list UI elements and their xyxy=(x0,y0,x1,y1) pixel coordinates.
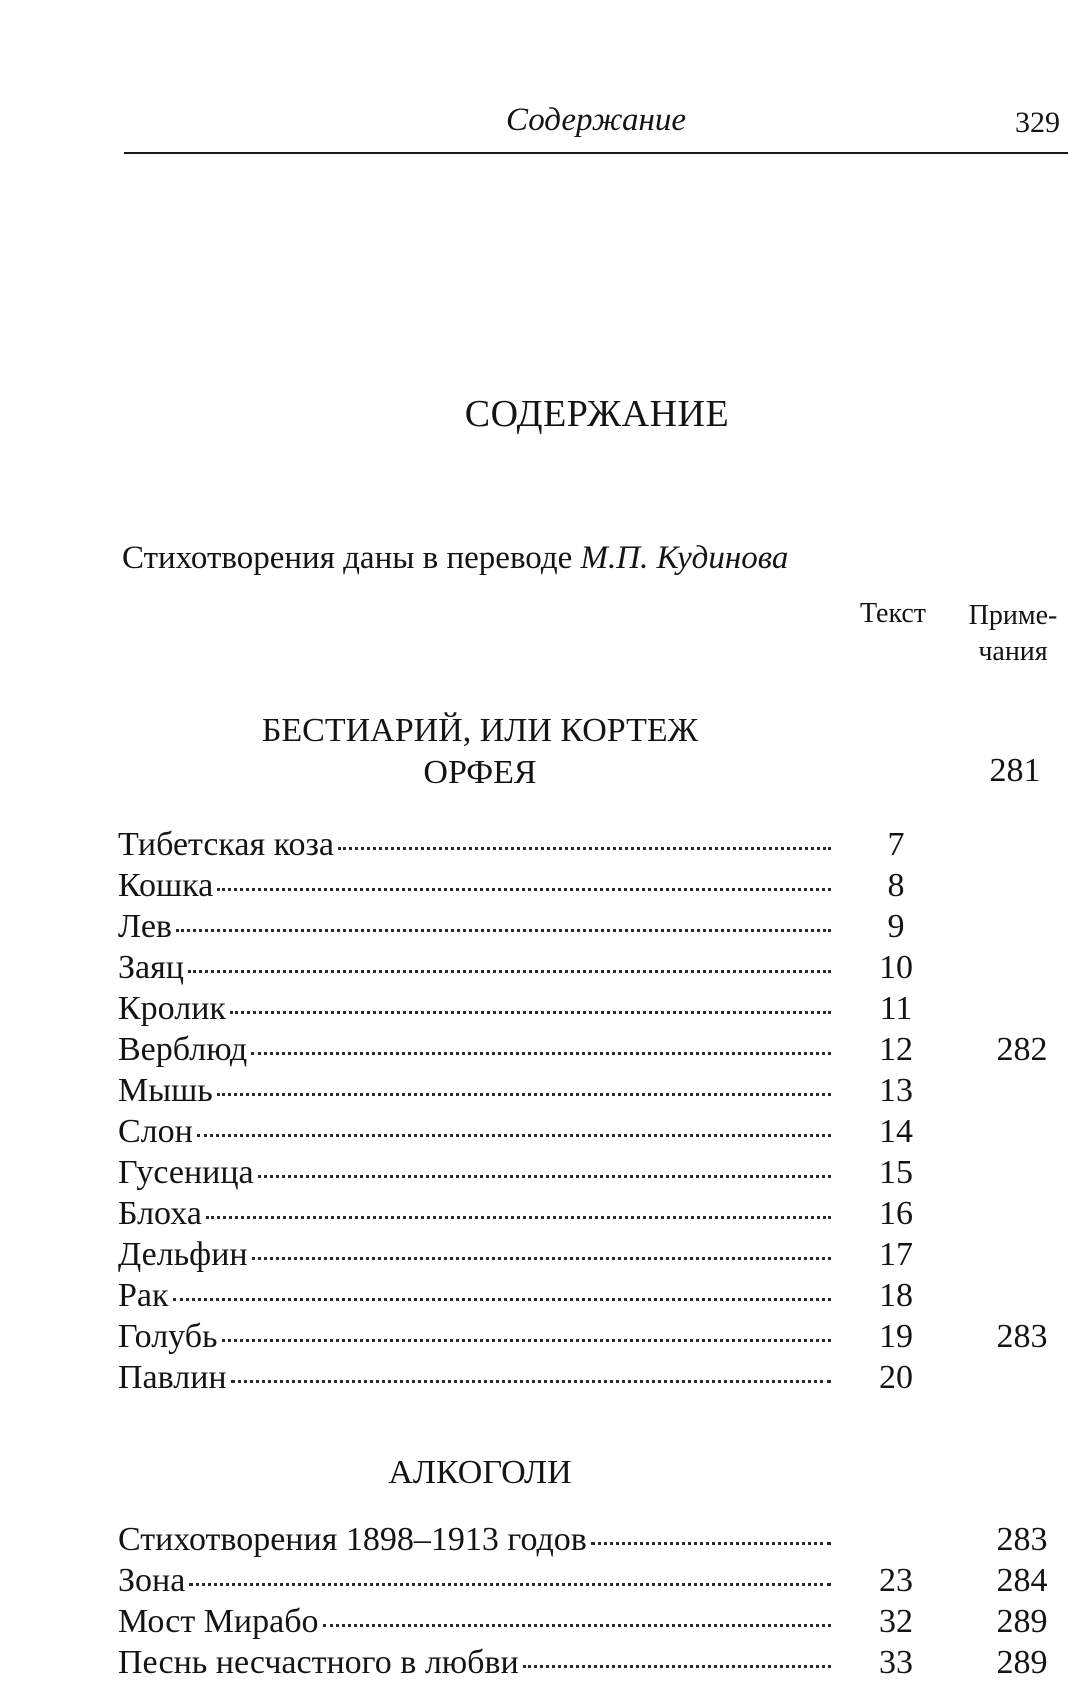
dot-leader xyxy=(217,1093,831,1096)
toc-entry-page: 7 xyxy=(887,826,905,863)
toc-entry-title: Мост Мирабо xyxy=(118,1603,319,1640)
toc-row[interactable] xyxy=(118,1234,1078,1275)
toc-entry-notes: 283 xyxy=(996,1521,1048,1558)
section-title-line1: АЛКОГОЛИ xyxy=(388,1454,572,1491)
dot-leader xyxy=(173,1298,831,1301)
toc-entry-notes: 283 xyxy=(996,1318,1048,1355)
toc-entry-page: 17 xyxy=(879,1236,913,1273)
toc-entry-page: 20 xyxy=(879,1359,913,1396)
toc-entry-title: Блоха xyxy=(118,1195,202,1232)
toc-entry-notes: 289 xyxy=(996,1644,1048,1681)
dot-leader xyxy=(338,847,831,850)
toc-entry-page: 33 xyxy=(879,1644,913,1681)
toc-entry-title: Дельфин xyxy=(118,1236,248,1273)
toc-entry-page: 14 xyxy=(879,1113,913,1150)
toc-row[interactable] xyxy=(118,865,1078,906)
dot-leader xyxy=(523,1665,831,1668)
toc-entry-title: Мышь xyxy=(118,1072,213,1109)
toc-entry-notes: 282 xyxy=(996,1031,1048,1068)
running-head xyxy=(124,96,1068,156)
toc-entry-title: Тибетская коза xyxy=(118,826,334,863)
toc-entry-page: 11 xyxy=(879,990,913,1027)
toc-entry-title: Кролик xyxy=(118,990,226,1027)
toc-entry-title: Верблюд xyxy=(118,1031,248,1068)
toc-entry-page: 10 xyxy=(879,949,913,986)
dot-leader xyxy=(231,1380,831,1383)
dot-leader xyxy=(176,929,831,932)
toc-row[interactable] xyxy=(118,1029,1078,1070)
toc-row[interactable] xyxy=(118,1601,1078,1642)
dot-leader xyxy=(591,1542,831,1545)
toc-row[interactable] xyxy=(118,1642,1078,1683)
toc-entry-title: Заяц xyxy=(118,949,184,986)
toc-row[interactable] xyxy=(118,947,1078,988)
toc-entry-page: 18 xyxy=(879,1277,913,1314)
page-number: 329 xyxy=(1015,106,1060,139)
toc-entry-page: 15 xyxy=(879,1154,913,1191)
toc-row[interactable] xyxy=(118,1357,1078,1398)
section-title-bestiary xyxy=(180,710,780,794)
toc-entry-title: Слон xyxy=(118,1113,193,1150)
dot-leader xyxy=(323,1624,832,1627)
toc-row[interactable] xyxy=(118,1560,1078,1601)
toc-entry-title: Павлин xyxy=(118,1359,227,1396)
toc-row[interactable] xyxy=(118,824,1078,865)
column-header-notes-line1: Приме- xyxy=(968,600,1058,631)
toc-entry-page: 32 xyxy=(879,1603,913,1640)
dot-leader xyxy=(251,1052,831,1055)
toc-entry-title: Рак xyxy=(118,1277,169,1314)
toc-entry-page: 13 xyxy=(879,1072,913,1109)
toc-row[interactable] xyxy=(118,1519,1078,1560)
toc-entry-page: 16 xyxy=(879,1195,913,1232)
toc-entry-title: Голубь xyxy=(118,1318,218,1355)
dot-leader xyxy=(197,1134,831,1137)
toc-entry-title: Лев xyxy=(118,908,172,945)
dot-leader xyxy=(252,1257,831,1260)
toc-entry-title: Гусеница xyxy=(118,1154,254,1191)
section-notes-page: 281 xyxy=(989,752,1041,789)
header-rule xyxy=(124,152,1068,154)
running-title: Содержание xyxy=(505,102,686,138)
toc-row[interactable] xyxy=(118,988,1078,1029)
dot-leader xyxy=(222,1339,831,1342)
translator-note xyxy=(122,540,788,577)
dot-leader xyxy=(188,970,831,973)
dot-leader xyxy=(258,1175,831,1178)
dot-leader xyxy=(217,888,831,891)
toc-list-alcools xyxy=(118,1519,1078,1683)
dot-leader xyxy=(189,1583,831,1586)
dot-leader xyxy=(230,1011,831,1014)
section-title-alcools xyxy=(180,1452,780,1494)
toc-entry-title: Песнь несчастного в любви xyxy=(118,1644,519,1681)
section-title-line1: БЕСТИАРИЙ, ИЛИ КОРТЕЖ xyxy=(261,712,699,749)
toc-row[interactable] xyxy=(118,1193,1078,1234)
toc-row[interactable] xyxy=(118,1152,1078,1193)
toc-entry-page: 12 xyxy=(879,1031,913,1068)
translator-note-prefix: Стихотворения даны в переводе xyxy=(122,540,581,576)
toc-entry-notes: 289 xyxy=(996,1603,1048,1640)
column-header-notes-line2: чания xyxy=(978,636,1048,667)
toc-entry-title: Стихотворения 1898–1913 годов xyxy=(118,1521,587,1558)
toc-row[interactable] xyxy=(118,1070,1078,1111)
column-header-notes xyxy=(958,598,1068,670)
column-header-text: Текст xyxy=(860,598,927,629)
toc-entry-title: Зона xyxy=(118,1562,186,1599)
toc-row[interactable] xyxy=(118,1111,1078,1152)
page-title: СОДЕРЖАНИЕ xyxy=(464,393,730,435)
dot-leader xyxy=(206,1216,831,1219)
toc-row[interactable] xyxy=(118,906,1078,947)
toc-entry-page: 19 xyxy=(879,1318,913,1355)
toc-entry-page: 8 xyxy=(887,867,905,904)
toc-row[interactable] xyxy=(118,1316,1078,1357)
toc-list-bestiary xyxy=(118,824,1078,1398)
section-title-line2: ОРФЕЯ xyxy=(423,754,537,791)
toc-entry-page: 23 xyxy=(879,1562,913,1599)
toc-entry-notes: 284 xyxy=(996,1562,1048,1599)
toc-entry-title: Кошка xyxy=(118,867,214,904)
toc-row[interactable] xyxy=(118,1275,1078,1316)
toc-entry-page: 9 xyxy=(887,908,905,945)
translator-name: М.П. Кудинова xyxy=(580,540,789,576)
